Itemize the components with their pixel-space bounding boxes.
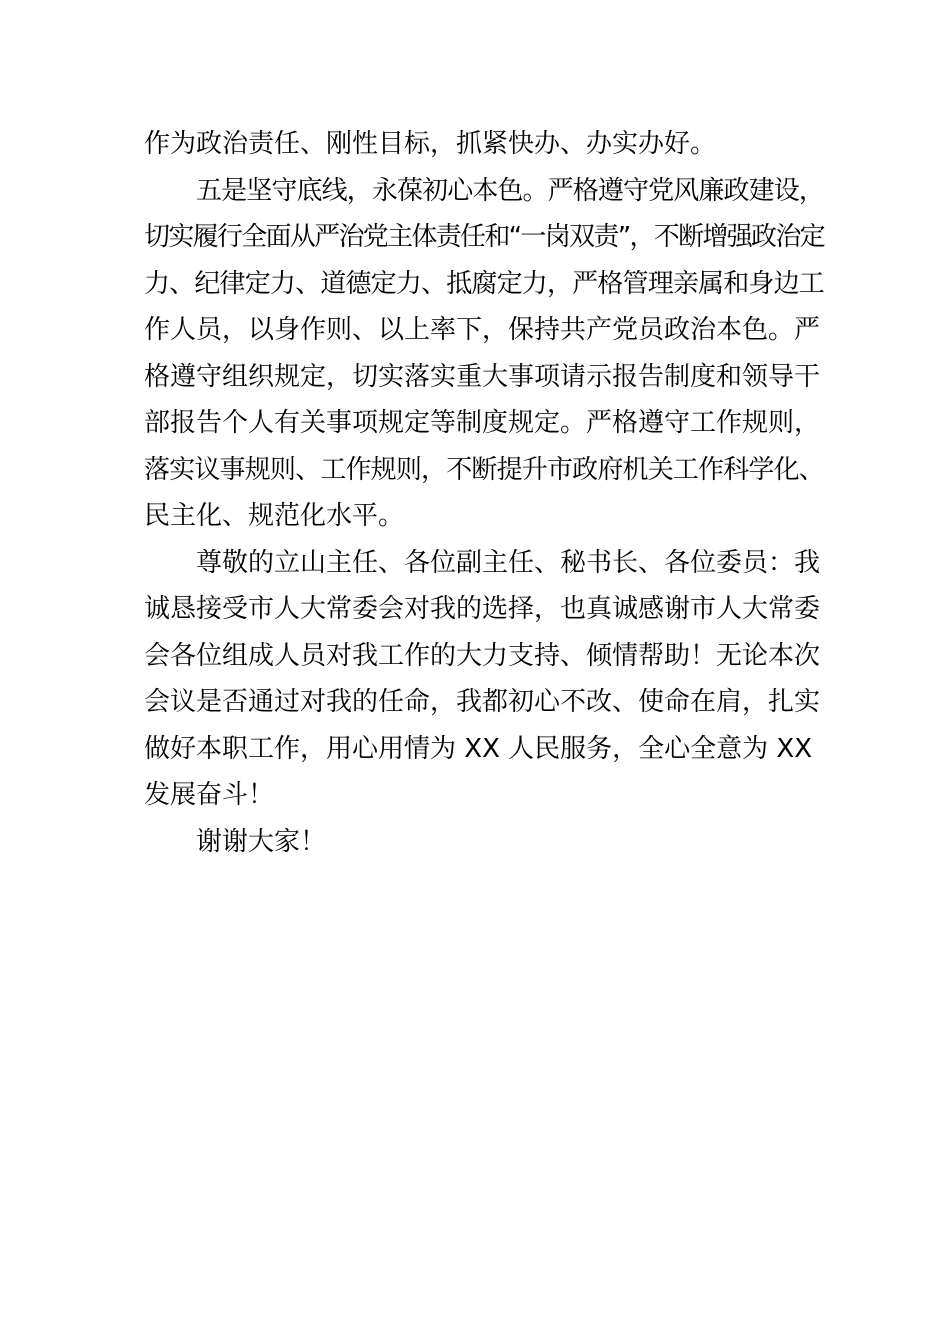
paragraph-thanks [144, 819, 824, 866]
text-line: 五是坚守底线，永葆初心本色。严格遵守党风廉政建设， [196, 175, 824, 206]
text-line: 做好本职工作，用心用情为 XX 人民服务，全心全意为 XX [144, 733, 813, 764]
text-line: 谢谢大家！ [196, 826, 327, 857]
text-line: 格遵守组织规定，切实落实重大事项请示报告制度和领导干 [144, 361, 821, 392]
text-line: 会议是否通过对我的任命，我都初心不改、使命在肩，扎实 [144, 687, 821, 717]
text-line: 会各位组成人员对我工作的大力支持、倾情帮助！无论本次 [144, 640, 821, 671]
text-line: 民主化、规范化水平。 [144, 501, 405, 531]
text-line: 作人员，以身作则、以上率下，保持共产党员政治本色。严 [144, 315, 821, 345]
text-line: 力、纪律定力、道德定力、抵腐定力，严格管理亲属和身边工 [144, 268, 824, 299]
text-line: 诚恳接受市人大常委会对我的选择，也真诚感谢市人大常委 [144, 594, 821, 624]
text-line: 切实履行全面从严治党主体责任和“一岗双责”，不断增强政治定 [144, 222, 824, 252]
paragraph-keep-bottom-line [144, 168, 824, 540]
paragraph-closing-remarks [144, 540, 824, 819]
text-line: 落实议事规则、工作规则，不断提升市政府机关工作科学化、 [144, 454, 824, 485]
paragraph-continuation [144, 121, 824, 168]
text-line: 尊敬的立山主任、各位副主任、秘书长、各位委员：我 [196, 547, 821, 578]
text-line: 部报告个人有关事项规定等制度规定。严格遵守工作规则， [144, 408, 821, 438]
document-body [144, 121, 824, 865]
text-line: 作为政治责任、刚性目标，抓紧快办、办实办好。 [144, 129, 717, 159]
text-line: 发展奋斗！ [144, 780, 275, 810]
